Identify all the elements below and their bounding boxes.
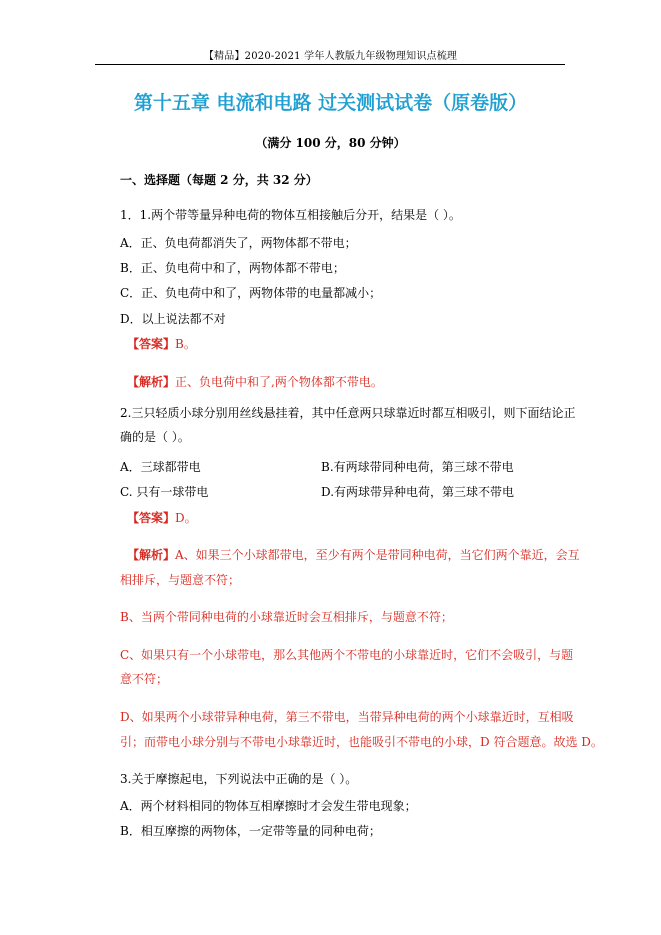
- q2-analysis-1a: [127, 546, 580, 563]
- q2-option-a: A．三球都带电: [120, 460, 201, 474]
- q2-stem-line2: 确的是（ ）。: [120, 430, 190, 444]
- q1-stem: 1．1.两个带等量异种电荷的物体互相接触后分开，结果是（ ）。: [120, 208, 461, 222]
- q2-answer: [127, 509, 197, 526]
- q2-answer-label: 【答案】: [127, 511, 176, 525]
- q2-analysis-label: 【解析】: [127, 548, 176, 562]
- q1-analysis-label: 【解析】: [127, 375, 176, 389]
- q1-option-c: C．正、负电荷中和了，两物体带的电量都减小；: [120, 286, 382, 300]
- section-heading: 一、选择题（每题 2 分，共 32 分）: [120, 173, 318, 187]
- q1-option-a: A．正、负电荷都消失了，两物体都不带电；: [120, 236, 357, 250]
- q1-answer-value: B。: [175, 337, 196, 351]
- q1-option-d: D．以上说法都不对: [120, 312, 226, 326]
- q2-analysis-1b: 相排斥，与题意不符；: [120, 573, 241, 587]
- q1-analysis: [127, 373, 383, 390]
- q2-answer-value: D。: [175, 511, 197, 525]
- running-header: 【精品】2020-2021 学年人教版九年级物理知识点梳理: [203, 51, 458, 62]
- q3-option-a: A．两个材料相同的物体互相摩擦时才会发生带电现象；: [120, 799, 417, 813]
- q2-analysis-4a: D、如果两个小球带异种电荷，第三不带电，当带异种电荷的两个小球靠近时，互相吸: [120, 710, 574, 724]
- page-title: 第十五章 电流和电路 过关测试试卷（原卷版）: [133, 92, 528, 114]
- q2-stem-line1: 2.三只轻质小球分别用丝线悬挂着，其中任意两只球靠近时都互相吸引，则下面结论正: [120, 406, 576, 420]
- q2-analysis-1a-text: A、如果三个小球都带电，至少有两个是带同种电荷，当它们两个靠近，会互: [175, 548, 580, 562]
- q3-stem: 3.关于摩擦起电，下列说法中正确的是（ ）。: [120, 772, 358, 786]
- q1-analysis-text: 正、负电荷中和了,两个物体都不带电。: [175, 375, 383, 389]
- q2-option-d: D.有两球带异种电荷，第三球不带电: [321, 485, 515, 499]
- header-rule: [95, 64, 565, 65]
- q2-analysis-2: B、当两个带同种电荷的小球靠近时会互相排斥，与题意不符；: [120, 610, 453, 624]
- q2-analysis-3a: C、如果只有一个小球带电，那么其他两个不带电的小球靠近时，它们不会吸引，与题: [120, 648, 574, 662]
- q2-analysis-4b: 引；而带电小球分别与不带电小球靠近时，也能吸引不带电的小球，D 符合题意。故选 D。: [120, 735, 603, 749]
- q2-option-c: C. 只有一球带电: [120, 485, 209, 499]
- q1-option-b: B．正、负电荷中和了，两物体都不带电；: [120, 261, 345, 275]
- q1-answer-label: 【答案】: [127, 337, 176, 351]
- q3-option-b: B．相互摩擦的两物体，一定带等量的同种电荷；: [120, 824, 381, 838]
- q2-analysis-3b: 意不符；: [120, 672, 169, 686]
- q1-answer: [127, 335, 196, 352]
- q2-option-b: B.有两球带同种电荷，第三球不带电: [321, 460, 514, 474]
- exam-info: （满分 100 分，80 分钟）: [255, 136, 406, 150]
